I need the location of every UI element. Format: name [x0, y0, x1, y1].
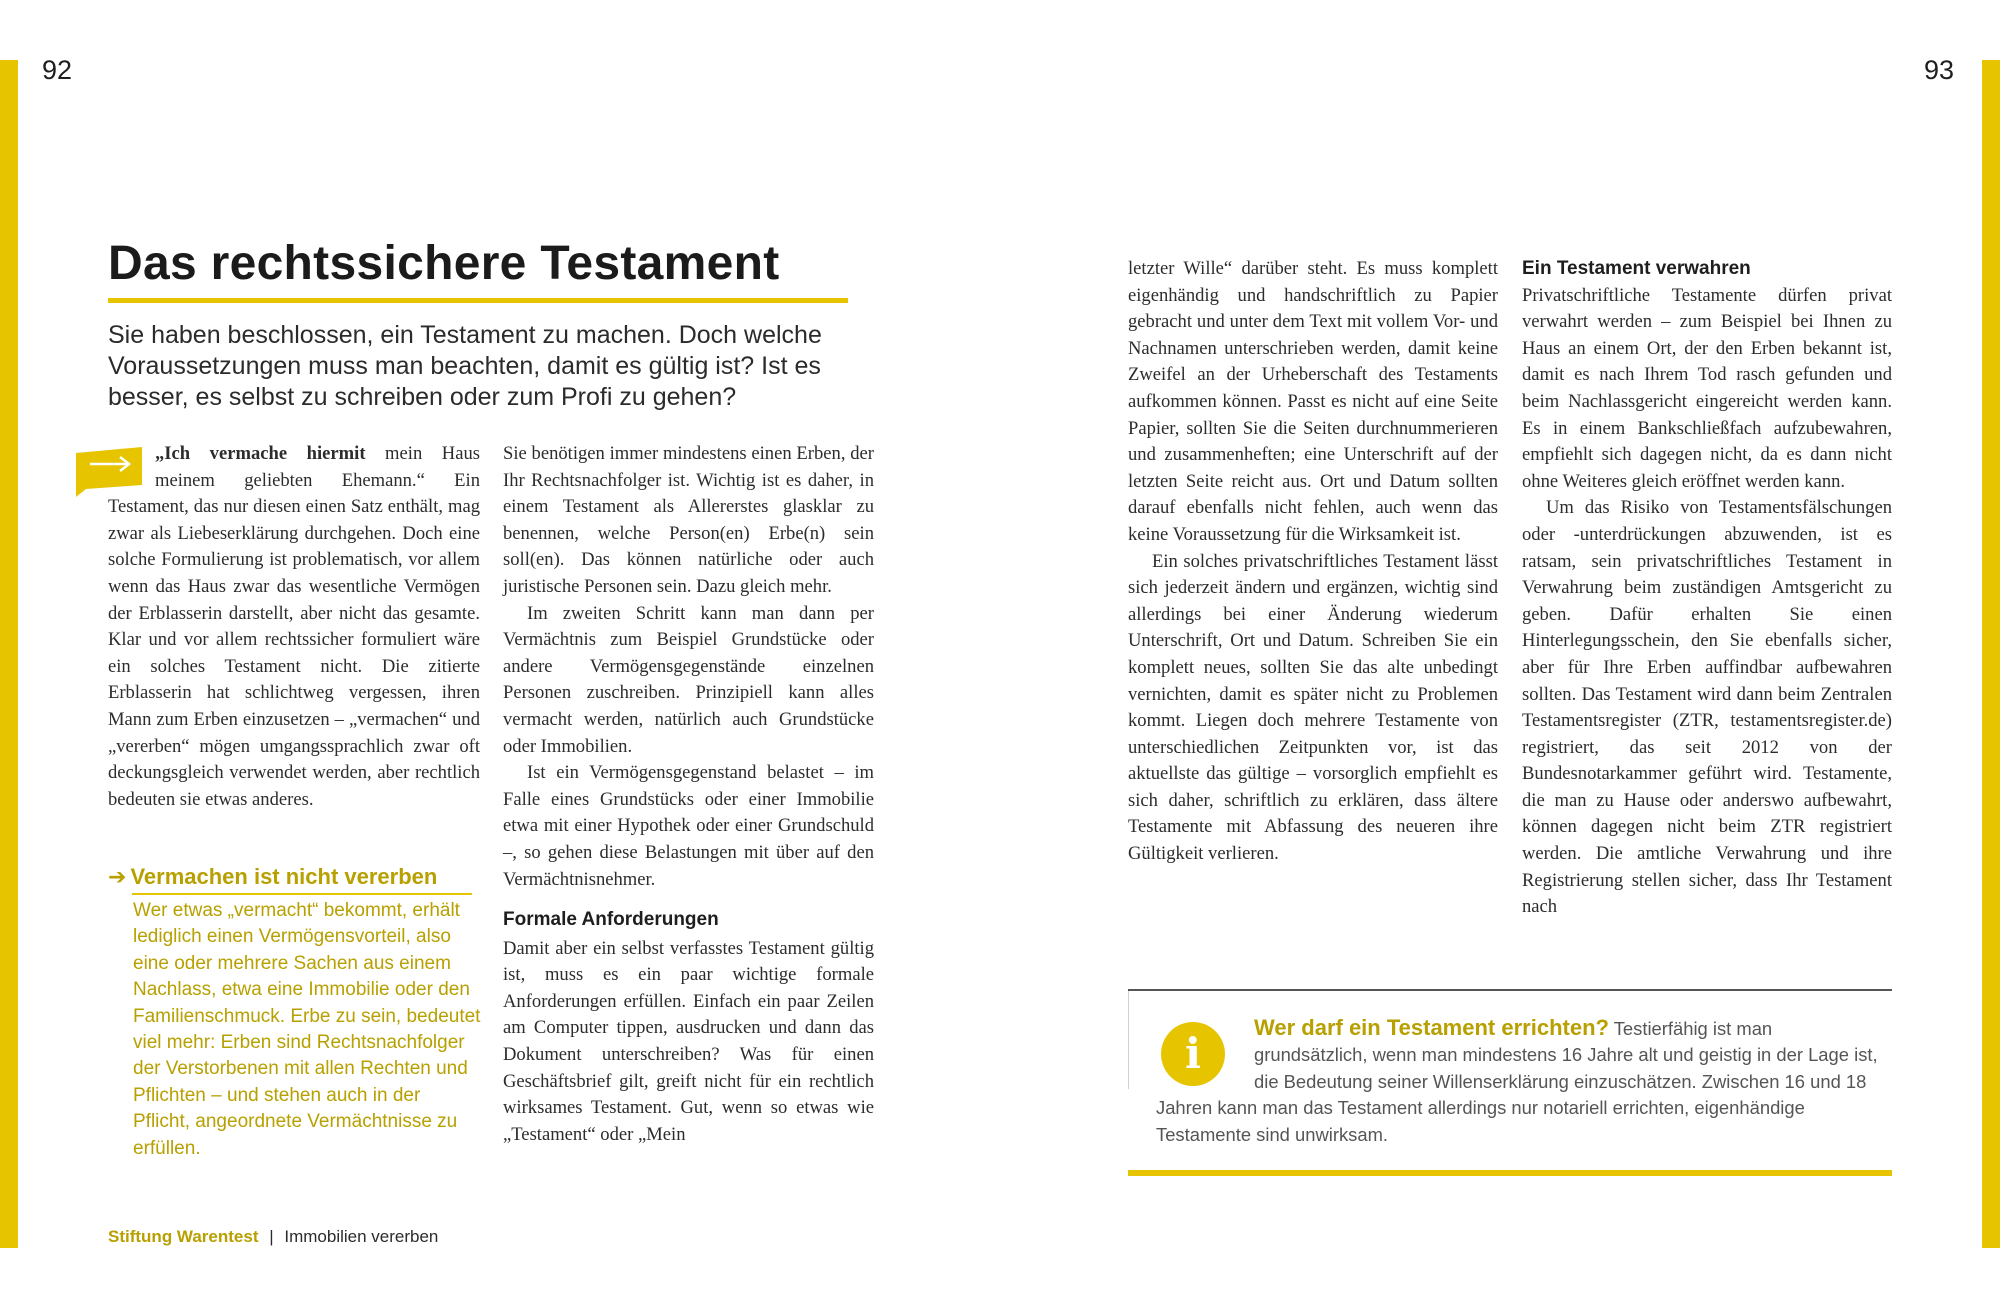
column-4	[1522, 256, 1892, 921]
column-2-paragraph-3: Ist ein Vermögensgegenstand belastet – im Falle eines Grundstücks oder einer Immobilie etwa mit einer Hypothek oder einer Grundschuld –, so gehen diese Belastungen mit über auf den Vermächtnisnehmer.	[503, 762, 874, 890]
column-3	[1128, 256, 1498, 868]
column-2-paragraph-4: Damit aber ein selbst verfasstes Testament gültig ist, muss es ein paar wichtige formale Anforderungen erfüllen. Einfach ein paar Zeilen am Computer tippen, ausdrucken und dann das Dokument unterschreiben? Was für einen Geschäftsbrief gilt, greift nicht für ein rechtlich wirksames Testament. Gut, wenn so etwas wie „Testament“ oder „Mein	[503, 937, 874, 1145]
column-2	[503, 441, 874, 1148]
infobox-text	[1156, 1015, 1886, 1148]
column-1-text: mein Haus meinem geliebten Ehemann.“ Ein Testament, das nur diesen einen Satz enthält, mag zwar als Liebeserklärung durchgehen. Doch eine solche Formulierung ist problematisch, vor allem wenn das Haus zwar das wesentliche Vermögen der Erblasserin darstellt, aber nicht das gesamte. Klar und vor allem rechtssicher formuliert wäre ein solches Testament nicht. Die zitierte Erblasserin hat schlichtweg vergessen, ihren Mann zum Erben einzusetzen – „vermachen“ und „vererben“ mögen umgangssprachlich zwar oft deckungsgleich verwendet werden, aber rechtlich bedeuten sie etwas anderes.	[108, 443, 480, 810]
column-2-paragraph-2: Im zweiten Schritt kann man dann per Vermächtnis zum Beispiel Grundstücke oder andere Vermögensgegenstände einzelnen Personen zuschreiben. Prinzipiell kann alles vermacht werden, natürlich auch Grundstücke oder Immobilien.	[503, 602, 874, 757]
infobox-top-rule	[1128, 989, 1892, 991]
infobox-title: Wer darf ein Testament errichten?	[1254, 1015, 1609, 1040]
column-4-paragraph-1: Privatschriftliche Testamente dürfen privat verwahrt werden – zum Beispiel bei Ihnen zu Haus an einem Ort, der den Erben bekannt ist, damit es nach Ihrem Tod rasch gefunden und beim Nachlassgericht eingereicht werden kann. Es in einem Bankschließfach aufzubewahren, empfiehlt sich dagegen nicht, da es dann nicht ohne Weiteres gleich eröffnet werden kann.	[1522, 284, 1892, 492]
infobox-bottom-rule	[1128, 1170, 1892, 1176]
subhead-testament-verwahren: Ein Testament verwahren	[1522, 258, 1751, 279]
footer-book-title: Immobilien vererben	[284, 1227, 439, 1246]
column-3-paragraph-1: letzter Wille“ darüber steht. Es muss komplett eigenhändig und handschriftlich zu Papier gebracht und unter dem Text mit vollem Vor- und Nachnamen unterschrieben werden, damit keine Zweifel an der Urheberschaft des Testaments aufkommen können. Passt es nicht auf eine Seite Papier, sollten Sie die Seiten durchnummerieren und zusammenheften; eine Unterschrift auf der letzten Seite reicht aus. Ort und Datum sollten darauf ebenfalls nicht fehlen, auch wenn das keine Voraussetzung für die Wirksamkeit ist.	[1128, 258, 1498, 545]
arrow-right-icon: ➔	[108, 865, 127, 890]
sidebox-text: Wer etwas „vermacht“ bekommt, erhält lediglich einen Vermögensvorteil, also eine oder mehrere Sachen aus einem Nachlass, etwa eine Immobilie oder den Familienschmuck. Erbe zu sein, bedeutet viel mehr: Erben sind Rechtsnachfolger der Verstorbenen mit allen Rechten und Pflichten – und stehen auch in der Pflicht, angeordnete Vermächtnisse zu erfüllen.	[133, 900, 481, 1159]
subhead-formale-anforderungen: Formale Anforderungen	[503, 909, 719, 931]
column-3-paragraph-2: Ein solches privatschriftliches Testament lässt sich jederzeit ändern und ergänzen, wichtig sind allerdings bei einer Änderung wiederum Unterschrift, Ort und Datum. Schreiben Sie ein komplett neues, sollten Sie das alte unbedingt vernichten, damit es später nicht zu Problemen kommt. Liegen doch mehrere Testamente von unterschiedlichen Zeitpunkten vor, ist das aktuellste das gültige – vorsorglich empfiehlt es sich daher, schriftlich zu erklären, dass ältere Testamente mit Abfassung des neueren ihre Gültigkeit verlieren.	[1128, 550, 1498, 865]
left-edge-bar	[0, 60, 18, 1248]
sidebox-title-row	[108, 864, 472, 890]
page-number-left: 92	[42, 55, 73, 85]
infobox-left-rule	[1128, 991, 1129, 1089]
infobox-body: Testierfähig ist man grundsätzlich, wenn man mindestens 16 Jahre alt und geistig in der Lage ist, die Bedeutung seiner Willenserklärung einzuschätzen. Zwischen 16 und 18 Jahren kann man das Testament allerdings nur notariell errichten, eigenhändige Testamente sind unwirksam.	[1156, 1018, 1878, 1145]
column-2-paragraph-1: Sie benötigen immer mindestens einen Erben, der Ihr Rechtsnachfolger ist. Wichtig ist es daher, in einem Testament als Allererstes glasklar zu benennen, welche Person(en) Erbe(n) sein soll(en). Das können natürliche oder auch juristische Personen sein. Dazu gleich mehr.	[503, 443, 874, 597]
sidebox-title: Vermachen ist nicht vererben	[130, 864, 438, 889]
column-4-paragraph-2: Um das Risiko von Testamentsfälschungen oder -unterdrückungen abzuwenden, ist es ratsam, sein privatschriftliches Testament in Verwahrung beim zuständigen Amtsgericht zu geben. Dafür erhalten Sie einen Hinterlegungsschein, den Sie ebenfalls sicher, aber für Ihre Erben auffindbar aufbewahren sollten. Das Testament wird dann beim Zentralen Testamentsregister (ZTR, testamentsregister.de) registriert, das seit 2012 von der Bundesnotarkammer geführt wird. Testamente, die man zu Hause oder anderswo aufbewahrt, können dagegen nicht beim ZTR registriert werden. Die amtliche Verwahrung und ihre Registrierung stellen sicher, dass Ihr Testament nach	[1522, 497, 1892, 918]
right-edge-bar	[1982, 60, 2000, 1248]
footer-separator: |	[269, 1227, 274, 1246]
sidebox-underline	[132, 893, 472, 895]
footer-brand: Stiftung Warentest	[108, 1227, 259, 1246]
column-1	[108, 441, 480, 813]
page-title: Das rechtssichere Testament	[108, 237, 780, 290]
title-underline	[108, 298, 848, 303]
info-icon-glyph: i	[1185, 1029, 1201, 1078]
page-number-right: 93	[1924, 55, 1955, 85]
footer	[108, 1227, 438, 1247]
lead-text: Sie haben beschlossen, ein Testament zu machen. Doch welche Voraussetzungen muss man beachten, damit es gültig ist? Ist es besser, es selbst zu schreiben oder zum Profi zu gehen?	[108, 321, 822, 411]
quote-intro: „Ich vermache hiermit	[155, 443, 366, 464]
